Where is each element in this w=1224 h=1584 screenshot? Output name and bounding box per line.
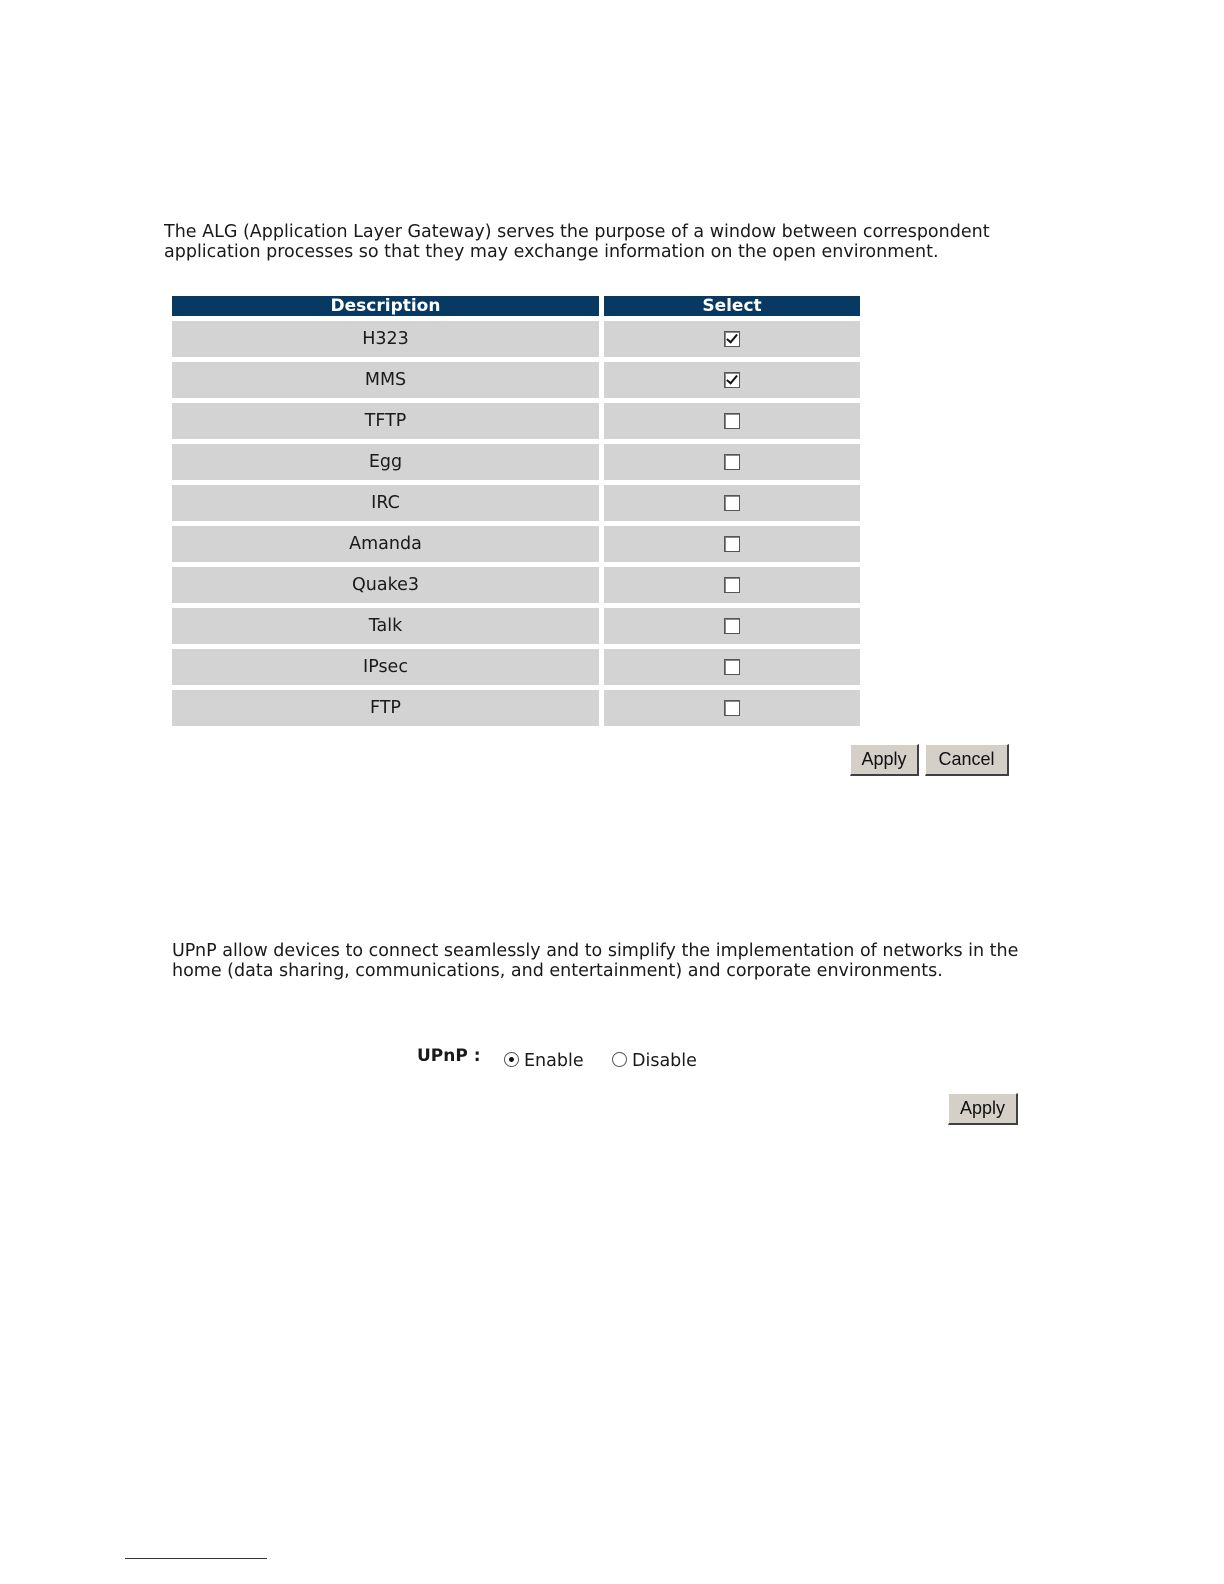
alg-row-select-cell bbox=[604, 690, 860, 726]
alg-row-select-cell bbox=[604, 321, 860, 357]
upnp-disable-radio[interactable] bbox=[612, 1052, 627, 1067]
upnp-enable-label: Enable bbox=[524, 1051, 584, 1071]
alg-row-description: Egg bbox=[172, 444, 599, 480]
alg-row-description: H323 bbox=[172, 321, 599, 357]
alg-description bbox=[164, 222, 990, 262]
alg-row-description: IPsec bbox=[172, 649, 599, 685]
alg-select-checkbox[interactable] bbox=[724, 618, 740, 634]
alg-row-select-cell bbox=[604, 608, 860, 644]
alg-row-mms bbox=[172, 362, 860, 398]
alg-select-checkbox[interactable] bbox=[724, 331, 740, 347]
upnp-label: UPnP : bbox=[417, 1046, 481, 1066]
alg-row-description: Amanda bbox=[172, 526, 599, 562]
alg-select-checkbox[interactable] bbox=[724, 454, 740, 470]
alg-row-h323 bbox=[172, 321, 860, 357]
alg-row-description: TFTP bbox=[172, 403, 599, 439]
alg-select-checkbox[interactable] bbox=[724, 495, 740, 511]
alg-row-ipsec bbox=[172, 649, 860, 685]
alg-row-talk bbox=[172, 608, 860, 644]
alg-row-select-cell bbox=[604, 526, 860, 562]
upnp-description-line2: home (data sharing, communications, and entertainment) and corporate environments. bbox=[172, 961, 943, 981]
upnp-disable-option[interactable] bbox=[612, 1051, 697, 1071]
upnp-enable-radio[interactable] bbox=[504, 1052, 519, 1067]
upnp-description bbox=[172, 941, 1018, 981]
alg-row-amanda bbox=[172, 526, 860, 562]
alg-row-select-cell bbox=[604, 403, 860, 439]
alg-row-select-cell bbox=[604, 649, 860, 685]
alg-row-description: Quake3 bbox=[172, 567, 599, 603]
alg-row-select-cell bbox=[604, 362, 860, 398]
alg-row-ftp bbox=[172, 690, 860, 726]
alg-description-line1: The ALG (Application Layer Gateway) serves the purpose of a window between correspondent bbox=[164, 222, 990, 242]
alg-table-header bbox=[172, 296, 860, 316]
alg-select-checkbox[interactable] bbox=[724, 700, 740, 716]
upnp-description-line1: UPnP allow devices to connect seamlessly and to simplify the implementation of networks in the bbox=[172, 941, 1019, 961]
alg-description-line2: application processes so that they may exchange information on the open environment. bbox=[164, 242, 939, 262]
alg-select-checkbox[interactable] bbox=[724, 372, 740, 388]
alg-cancel-button[interactable]: Cancel bbox=[925, 744, 1009, 776]
alg-row-description: Talk bbox=[172, 608, 599, 644]
alg-select-checkbox[interactable] bbox=[724, 536, 740, 552]
alg-row-select-cell bbox=[604, 444, 860, 480]
alg-row-tftp bbox=[172, 403, 860, 439]
alg-row-quake3 bbox=[172, 567, 860, 603]
alg-row-select-cell bbox=[604, 485, 860, 521]
footnote-divider bbox=[125, 1558, 267, 1559]
alg-row-select-cell bbox=[604, 567, 860, 603]
column-header-select: Select bbox=[604, 296, 860, 316]
alg-apply-button[interactable]: Apply bbox=[850, 744, 919, 776]
upnp-enable-option[interactable] bbox=[504, 1051, 584, 1071]
alg-row-description: FTP bbox=[172, 690, 599, 726]
alg-row-irc bbox=[172, 485, 860, 521]
alg-select-checkbox[interactable] bbox=[724, 413, 740, 429]
alg-select-checkbox[interactable] bbox=[724, 577, 740, 593]
alg-table-body bbox=[172, 321, 860, 726]
upnp-disable-label: Disable bbox=[632, 1051, 697, 1071]
upnp-apply-button[interactable]: Apply bbox=[948, 1093, 1018, 1125]
column-header-description: Description bbox=[172, 296, 599, 316]
alg-row-description: IRC bbox=[172, 485, 599, 521]
alg-table bbox=[167, 291, 865, 731]
alg-row-egg bbox=[172, 444, 860, 480]
alg-row-description: MMS bbox=[172, 362, 599, 398]
alg-select-checkbox[interactable] bbox=[724, 659, 740, 675]
